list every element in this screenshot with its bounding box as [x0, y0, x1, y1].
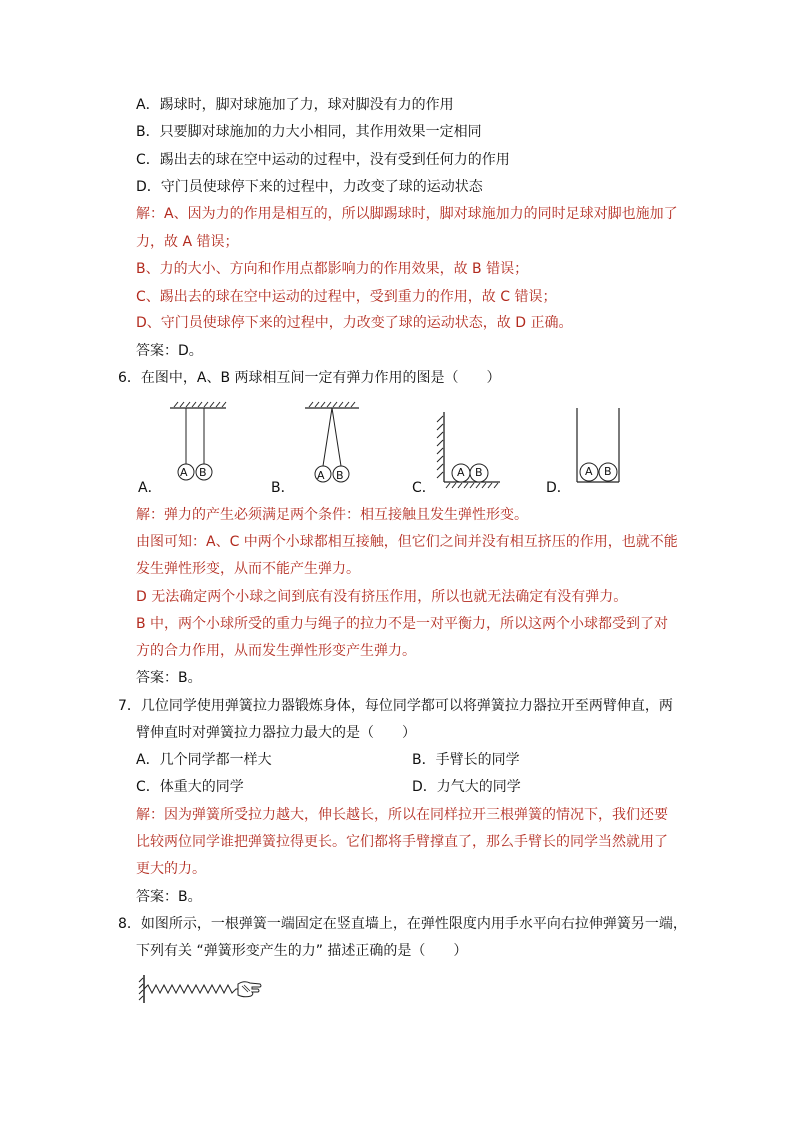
q7-option-d: D．力气大的同学 — [412, 779, 521, 795]
q6-answer: 答案：B。 — [136, 670, 202, 686]
q6-option-c-label: C． — [412, 480, 436, 496]
q7-option-c: C．体重大的同学 — [136, 779, 244, 795]
q5-option-c: C．踢出去的球在空中运动的过程中，没有受到任何力的作用 — [136, 152, 510, 168]
ball-a-label: A — [457, 466, 465, 479]
q6-option-a-label: A． — [138, 480, 162, 496]
q6-option-d-label: D． — [546, 480, 571, 496]
q8-stem-line: 下列有关 “弹簧形变产生的力” 描述正确的是（ ） — [136, 943, 468, 959]
q6-solution-line: D 无法确定两个小球之间到底有没有挤压作用，所以也就无法确定有没有弹力。 — [136, 589, 628, 605]
q7-answer: 答案：B。 — [136, 889, 202, 905]
q5-answer: 答案：D。 — [136, 343, 203, 359]
q5-solution-line: D、守门员使球停下来的过程中，力改变了球的运动状态，故 D 正确。 — [136, 315, 573, 331]
q6-solution-line: 由图可知：A、C 中两个小球都相互接触，但它们之间并没有相互挤压的作用，也就不能 — [136, 534, 678, 550]
q5-solution-line: C、踢出去的球在空中运动的过程中，受到重力的作用，故 C 错误； — [136, 289, 557, 305]
q6-figure-b — [305, 400, 365, 490]
q5-option-a: A．踢球时，脚对球施加了力，球对脚没有力的作用 — [136, 97, 454, 113]
q6-solution-line: 方的合力作用，从而发生弹性形变产生弹力。 — [136, 643, 416, 659]
q6-figure-c — [434, 408, 504, 490]
ball-b-label: B — [199, 466, 207, 479]
q8-spring-figure — [138, 972, 268, 1006]
q6-solution-line: B 中，两个小球所受的重力与绳子的拉力不是一对平衡力，所以这两个小球都受到了对 — [136, 616, 669, 632]
q7-stem-line: 7．几位同学使用弹簧拉力器锻炼身体，每位同学都可以将弹簧拉力器拉开至两臂伸直，两 — [118, 698, 673, 714]
q6-solution-line: 解：弹力的产生必须满足两个条件：相互接触且发生弹性形变。 — [136, 507, 528, 523]
q5-solution-line: 力，故 A 错误； — [136, 234, 239, 250]
q6-figure-d — [574, 406, 624, 486]
q6-stem: 6．在图中，A、B 两球相互间一定有弹力作用的图是（ ） — [118, 370, 501, 386]
q5-option-b: B．只要脚对球施加的力大小相同，其作用效果一定相同 — [136, 124, 482, 140]
q5-solution-line: B、力的大小、方向和作用点都影响力的作用效果，故 B 错误； — [136, 261, 529, 277]
q7-option-b: B．手臂长的同学 — [412, 752, 520, 768]
q7-option-a: A．几个同学都一样大 — [136, 752, 272, 768]
q8-stem-line: 8．如图所示，一根弹簧一端固定在竖直墙上，在弹性限度内用手水平向右拉伸弹簧另一端， — [118, 916, 687, 932]
ball-a-label: A — [585, 465, 593, 478]
q7-solution-line: 解：因为弹簧所受拉力越大，伸长越长，所以在同样拉开三根弹簧的情况下，我们还要 — [136, 807, 668, 823]
ball-a-label: A — [317, 469, 325, 482]
q6-option-b-label: B． — [271, 480, 295, 496]
q5-solution-line: 解：A、因为力的作用是相互的，所以脚踢球时，脚对球施加力的同时足球对脚也施加了 — [136, 206, 678, 222]
q7-solution-line: 更大的力。 — [136, 861, 206, 877]
ball-b-label: B — [336, 469, 344, 482]
ball-b-label: B — [604, 465, 612, 478]
ball-b-label: B — [475, 466, 483, 479]
q5-option-d: D．守门员使球停下来的过程中，力改变了球的运动状态 — [136, 179, 483, 195]
q7-solution-line: 比较两位同学谁把弹簧拉得更长。它们都将手臂撑直了，那么手臂长的同学当然就用了 — [136, 834, 668, 850]
q7-stem-line: 臂伸直时对弹簧拉力器拉力最大的是（ ） — [136, 725, 416, 741]
ball-a-label: A — [180, 466, 188, 479]
q6-solution-line: 发生弹性形变，从而不能产生弹力。 — [136, 561, 360, 577]
